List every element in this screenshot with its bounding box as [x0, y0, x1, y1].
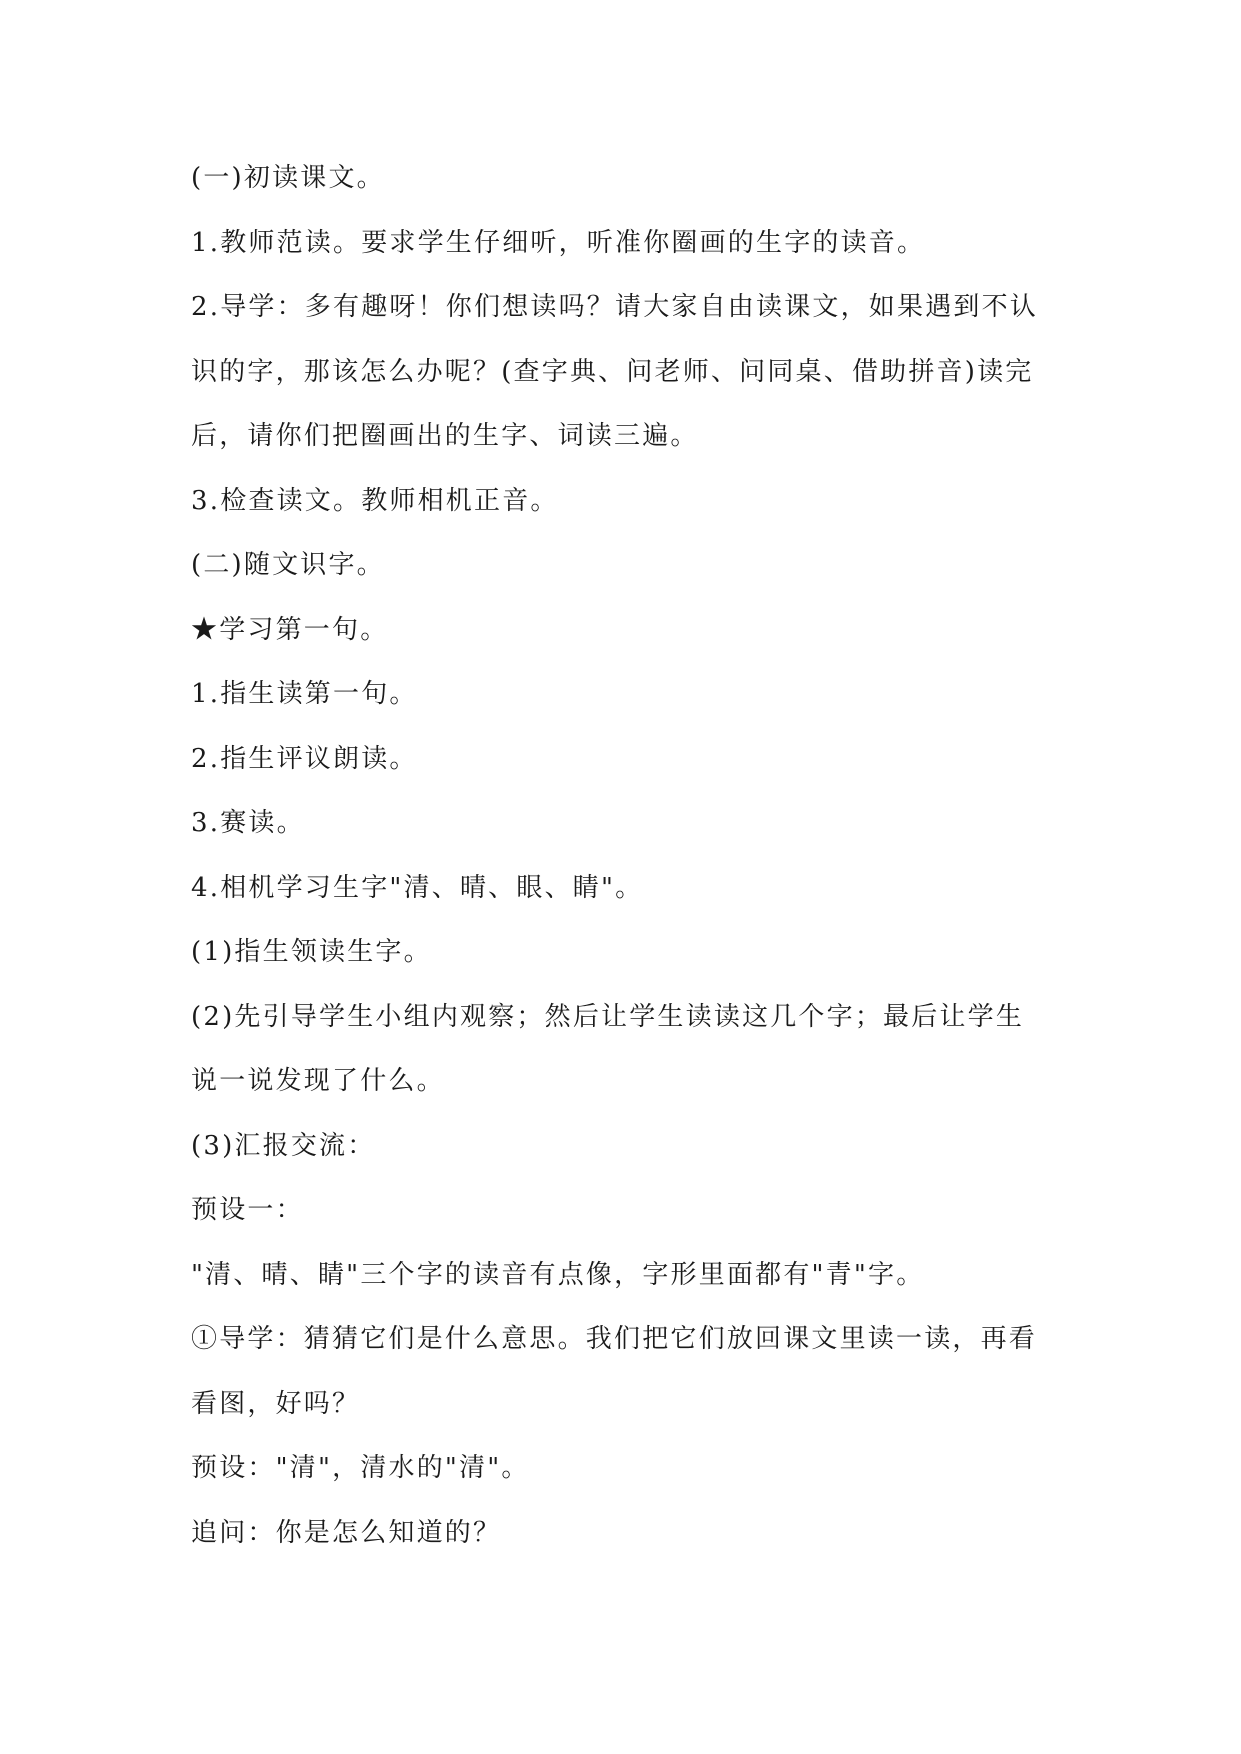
paragraph-line: (1)指生领读生字。 [191, 937, 432, 967]
paragraph-line: 说一说发现了什么。 [191, 1066, 445, 1096]
document-body [191, 160, 1061, 1565]
paragraph-line: 3.赛读。 [191, 808, 305, 838]
section-heading-character-learning: (二)随文识字。 [191, 550, 385, 580]
paragraph-line: 看图，好吗？ [191, 1388, 361, 1419]
paragraph-line: 识的字，那该怎么办呢？(查字典、问老师、问同桌、借助拼音)读完 [191, 356, 1034, 387]
paragraph-line: 1.教师范读。要求学生仔细听，听准你圈画的生字的读音。 [191, 227, 926, 258]
section-heading-first-reading: (一)初读课文。 [191, 163, 385, 193]
paragraph-line: 1.指生读第一句。 [191, 679, 418, 709]
paragraph-line: 预设一： [191, 1195, 304, 1225]
paragraph-line: 3.检查读文。教师相机正音。 [191, 485, 559, 516]
paragraph-line: 后，请你们把圈画出的生字、词读三遍。 [191, 421, 699, 451]
paragraph-line: 2.指生评议朗读。 [191, 743, 418, 774]
subheading-first-sentence: ★学习第一句。 [191, 614, 389, 645]
paragraph-line: (3)汇报交流： [191, 1130, 376, 1161]
paragraph-line: 追问：你是怎么知道的？ [191, 1517, 502, 1548]
paragraph-line: (2)先引导学生小组内观察；然后让学生读读这几个字；最后让学生 [191, 1001, 1025, 1032]
paragraph-line: "清、晴、睛"三个字的读音有点像，字形里面都有"青"字。 [191, 1259, 925, 1290]
paragraph-line: 4.相机学习生字"清、晴、眼、睛"。 [191, 872, 644, 903]
paragraph-line: 预设："清"，清水的"清"。 [191, 1453, 530, 1483]
paragraph-line: ①导学：猜猜它们是什么意思。我们把它们放回课文里读一读，再看 [191, 1324, 1038, 1354]
paragraph-line: 2.导学：多有趣呀！你们想读吗？请大家自由读课文，如果遇到不认 [191, 292, 1039, 322]
